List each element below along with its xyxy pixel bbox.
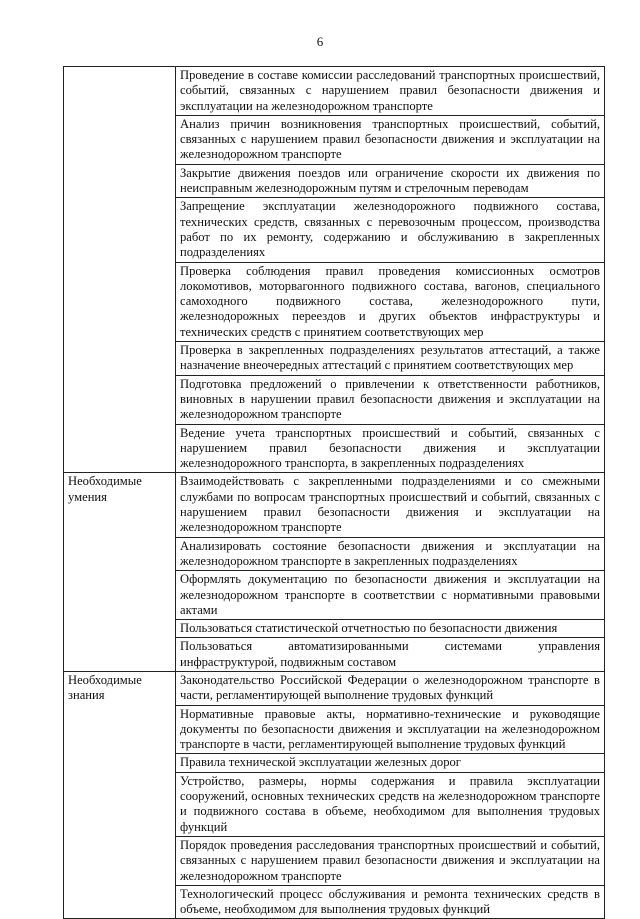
table-cell: Закрытие движения поездов или ограничение скорости их движения по неисправным железнодорожным путям и стрелочным переводам <box>176 164 605 198</box>
table-cell: Устройство, размеры, нормы содержания и правила эксплуатации сооружений, основных технических средств на железнодорожном транспорте и подвижного состава в объеме, необходимом для выполнения трудовых функций <box>176 772 605 836</box>
table-cell: Анализ причин возникновения транспортных происшествий, событий, связанных с нарушением правил безопасности движения и эксплуатации на железнодорожном транспорте <box>176 115 605 164</box>
table-cell: Проверка в закрепленных подразделениях результатов аттестаций, а также назначение внеочередных аттестаций с принятием соответствующих мер <box>176 342 605 376</box>
table-cell: Правила технической эксплуатации железных дорог <box>176 754 605 772</box>
table-cell: Ведение учета транспортных происшествий и событий, связанных с нарушением правил безопасности движения и эксплуатации железнодорожного транспорта, в закрепленных подразделениях <box>176 424 605 473</box>
section-label: Необходимые знания <box>64 671 176 918</box>
table-cell: Запрещение эксплуатации железнодорожного подвижного состава, технических средств, связанных с перевозочным процессом, производства работ по их ремонту, содержанию и обслуживанию в закрепленных подразделениях <box>176 198 605 262</box>
table-row <box>64 473 605 537</box>
table-cell: Пользоваться статистической отчетностью по безопасности движения <box>176 620 605 638</box>
page-number: 6 <box>316 34 324 49</box>
table-cell: Проверка соблюдения правил проведения комиссионных осмотров локомотивов, моторвагонного подвижного состава, вагонов, специального самоходного подвижного состава, железнодорожного пути, железнодорожных переездов и других объектов инфраструктуры и технических средств с принятием соответствующих мер <box>176 262 605 341</box>
table-cell: Законодательство Российской Федерации о железнодорожном транспорте в части, регламентирующей выполнение трудовых функций <box>176 671 605 705</box>
table-cell: Технологический процесс обслуживания и ремонта технических средств в объеме, необходимом для выполнения трудовых функций <box>176 885 605 919</box>
table-cell: Анализировать состояние безопасности движения и эксплуатации на железнодорожном транспорте в закрепленных подразделениях <box>176 537 605 571</box>
section-label: Необходимые умения <box>64 473 176 672</box>
table-cell: Нормативные правовые акты, нормативно-технические и руководящие документы по безопасности движения и эксплуатации на железнодорожном транспорте в части, регламентирующей выполнение трудовых функций <box>176 705 605 754</box>
table-cell: Подготовка предложений о привлечении к ответственности работников, виновных в нарушении правил безопасности движения и эксплуатации на железнодорожном транспорте <box>176 375 605 424</box>
section-label <box>64 67 176 473</box>
table-cell: Пользоваться автоматизированными системами управления инфраструктурой, подвижным составом <box>176 638 605 672</box>
job-functions-table <box>63 66 605 919</box>
table-row <box>64 67 605 116</box>
table-cell: Проведение в составе комиссии расследований транспортных происшествий, событий, связанных с нарушением правил безопасности движения и эксплуатации на железнодорожном транспорте <box>176 67 605 116</box>
table-cell: Взаимодействовать с закрепленными подразделениями и со смежными службами по вопросам транспортных происшествий и событий, связанных с нарушением правил безопасности движения и эксплуатации на железнодорожном транспорте <box>176 473 605 537</box>
table-row <box>64 671 605 705</box>
table-cell: Оформлять документацию по безопасности движения и эксплуатации на железнодорожном транспорте в соответствии с нормативными правовыми актами <box>176 571 605 620</box>
table-cell: Порядок проведения расследования транспортных происшествий и событий, связанных с нарушением правил безопасности движения и эксплуатации на железнодорожном транспорте <box>176 836 605 885</box>
